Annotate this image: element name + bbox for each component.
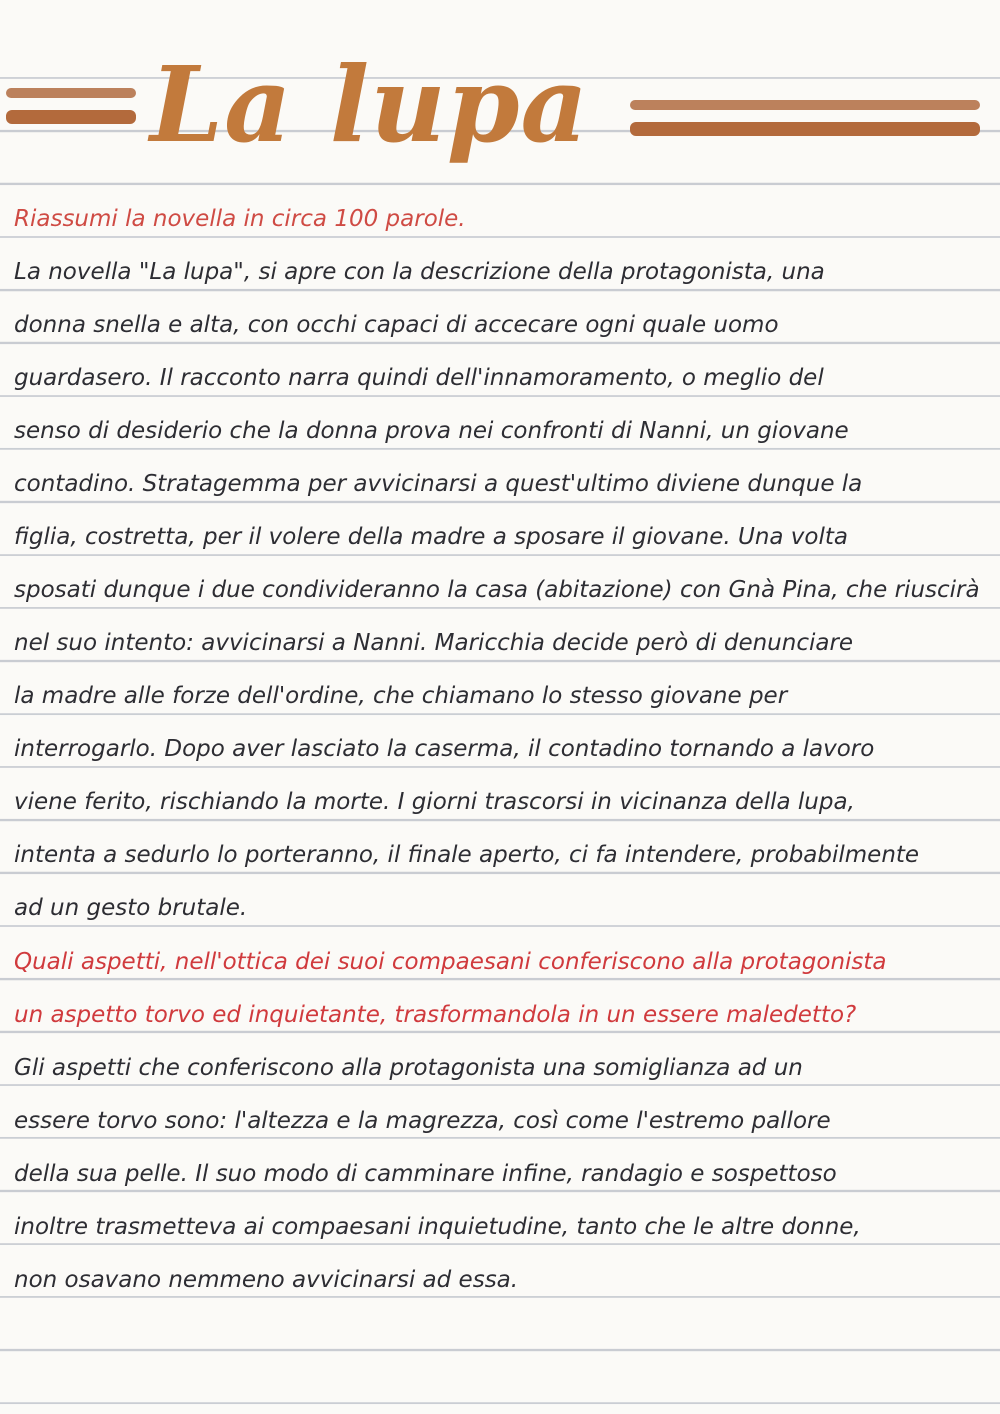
answer-1-line: ad un gesto brutale. [14, 895, 248, 921]
answer-1-line: figlia, costretta, per il volere della madre a sposare il giovane. Una volta [14, 524, 848, 550]
answer-2-line: Gli aspetti che conferiscono alla protagonista una somiglianza ad un [14, 1055, 803, 1081]
answer-1-line: intenta a sedurlo lo porteranno, il finale aperto, ci fa intendere, probabilmente [14, 842, 920, 868]
stripe-thin [6, 88, 136, 98]
title-row [0, 40, 1000, 170]
answer-2-line: non osavano nemmeno avvicinarsi ad essa. [14, 1267, 519, 1293]
answer-1-line: contadino. Stratagemma per avvicinarsi a quest'ultimo diviene dunque la [14, 471, 863, 497]
answer-2-line: inoltre trasmetteva ai compaesani inquietudine, tanto che le altre donne, [14, 1214, 861, 1240]
stripe-thick [630, 122, 980, 136]
answer-1-line: La novella "La lupa", si apre con la descrizione della protagonista, una [14, 259, 825, 285]
question-1 [14, 193, 989, 246]
left-title-stripes [6, 88, 136, 136]
question-2-line: Quali aspetti, nell'ottica dei suoi compaesani conferiscono alla protagonista [14, 949, 887, 975]
answer-2-line: essere torvo sono: l'altezza e la magrezza, così come l'estremo pallore [14, 1108, 831, 1134]
right-title-stripes [630, 100, 980, 148]
answer-1-line: viene ferito, rischiando la morte. I giorni trascorsi in vicinanza della lupa, [14, 789, 855, 815]
page-title: La lupa [150, 43, 589, 166]
answer-1 [14, 246, 989, 935]
answer-1-line: sposati dunque i due condivideranno la casa (abitazione) con Gnà Pina, che riuscirà [14, 577, 980, 603]
answer-1-line: guardasero. Il racconto narra quindi dell'innamoramento, o meglio del [14, 365, 824, 391]
answer-2 [14, 1042, 989, 1307]
answer-1-line: senso di desiderio che la donna prova nei confronti di Nanni, un giovane [14, 418, 849, 444]
question-2 [14, 936, 989, 1042]
question-1-line: Riassumi la novella in circa 100 parole. [14, 206, 466, 232]
stripe-thin [630, 100, 980, 110]
answer-1-line: la madre alle forze dell'ordine, che chiamano lo stesso giovane per [14, 683, 788, 709]
question-2-line: un aspetto torvo ed inquietante, trasformandola in un essere maledetto? [14, 1002, 857, 1028]
answer-2-line: della sua pelle. Il suo modo di camminare infine, randagio e sospettoso [14, 1161, 837, 1187]
answer-1-line: interrogarlo. Dopo aver lasciato la caserma, il contadino tornando a lavoro [14, 736, 875, 762]
answer-1-line: nel suo intento: avvicinarsi a Nanni. Maricchia decide però di denunciare [14, 630, 854, 656]
answer-1-line: donna snella e alta, con occhi capaci di accecare ogni quale uomo [14, 312, 779, 338]
stripe-thick [6, 110, 136, 124]
